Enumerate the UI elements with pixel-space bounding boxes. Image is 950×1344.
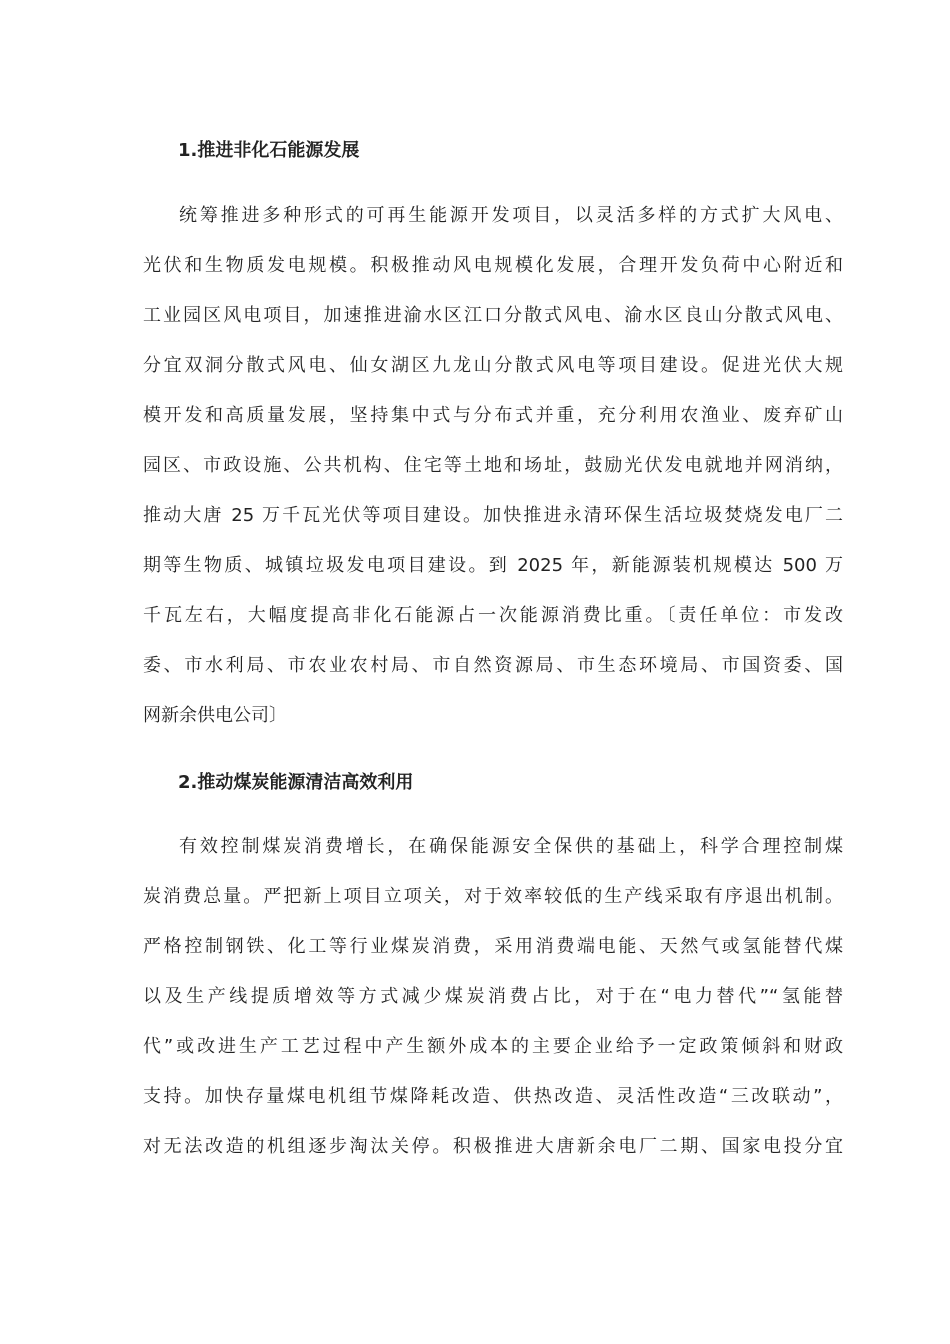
paragraph-line: 推动大唐 25 万千瓦光伏等项目建设。加快推进永清环保生活垃圾焚烧发电厂二 <box>143 505 843 526</box>
paragraph-line: 光伏和生物质发电规模。积极推动风电规模化发展，合理开发负荷中心附近和 <box>143 255 843 276</box>
paragraph-line: 期等生物质、城镇垃圾发电项目建设。到 2025 年，新能源装机规模达 500 万 <box>143 555 843 576</box>
section-1-heading: 1.推进非化石能源发展 <box>178 140 360 161</box>
paragraph-line: 统筹推进多种形式的可再生能源开发项目，以灵活多样的方式扩大风电、 <box>179 205 843 226</box>
paragraph-line: 炭消费总量。严把新上项目立项关，对于效率较低的生产线采取有序退出机制。 <box>143 886 843 907</box>
paragraph-line: 以及生产线提质增效等方式减少煤炭消费占比，对于在“电力替代”“氢能替 <box>143 986 843 1007</box>
section-2-paragraph <box>143 822 843 1172</box>
paragraph-line: 委、市水利局、市农业农村局、市自然资源局、市生态环境局、市国资委、国 <box>143 655 843 676</box>
paragraph-line: 园区、市政设施、公共机构、住宅等土地和场址，鼓励光伏发电就地并网消纳， <box>143 455 843 476</box>
paragraph-line: 模开发和高质量发展，坚持集中式与分布式并重，充分利用农渔业、废弃矿山 <box>143 405 843 426</box>
paragraph-line: 支持。加快存量煤电机组节煤降耗改造、供热改造、灵活性改造“三改联动”， <box>143 1086 843 1107</box>
paragraph-line: 千瓦左右，大幅度提高非化石能源占一次能源消费比重。〔责任单位：市发改 <box>143 605 843 626</box>
paragraph-line: 网新余供电公司〕 <box>143 705 287 726</box>
paragraph-line: 代”或改进生产工艺过程中产生额外成本的主要企业给予一定政策倾斜和财政 <box>143 1036 843 1057</box>
paragraph-line: 工业园区风电项目，加速推进渝水区江口分散式风电、渝水区良山分散式风电、 <box>143 305 843 326</box>
section-2-heading: 2.推动煤炭能源清洁高效利用 <box>178 772 414 793</box>
paragraph-line: 分宜双洞分散式风电、仙女湖区九龙山分散式风电等项目建设。促进光伏大规 <box>143 355 843 376</box>
section-1-paragraph <box>143 191 843 741</box>
paragraph-line: 严格控制钢铁、化工等行业煤炭消费，采用消费端电能、天然气或氢能替代煤 <box>143 936 843 957</box>
paragraph-line: 对无法改造的机组逐步淘汰关停。积极推进大唐新余电厂二期、国家电投分宜 <box>143 1136 843 1157</box>
paragraph-line: 有效控制煤炭消费增长，在确保能源安全保供的基础上，科学合理控制煤 <box>179 836 843 857</box>
